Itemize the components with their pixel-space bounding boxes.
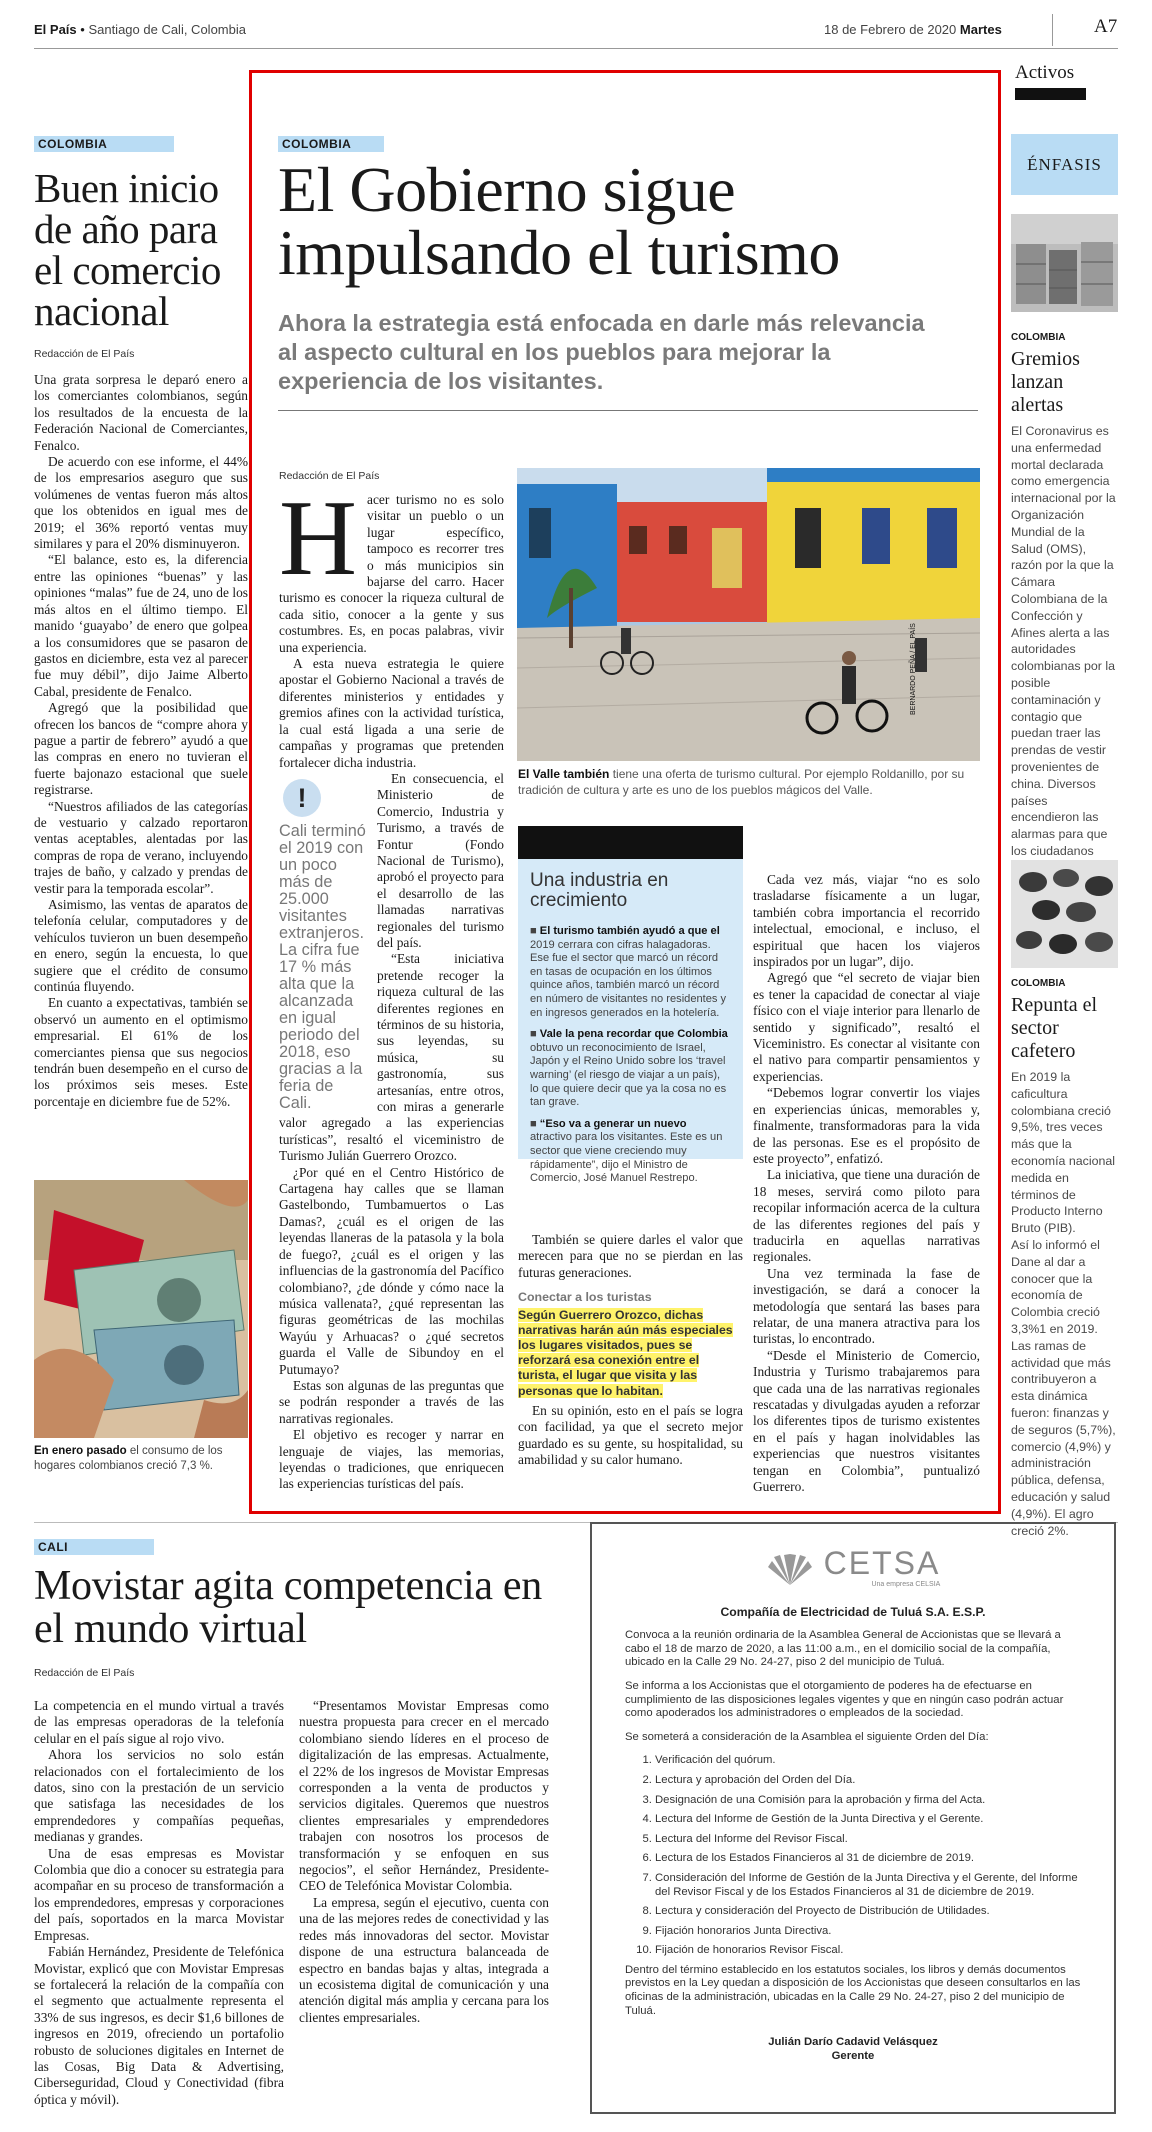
bottom-article-column-2 — [299, 1698, 549, 2026]
agenda-item: 7. Consideración del Informe de Gestión de la Junta Directiva y el Gerente, del Informe del Revisor Fiscal y de los Estados Financieros al 31 de diciembre de 2019. — [655, 1872, 1081, 1899]
agenda-item: 2. Lectura y aprobación del Orden del Día. — [655, 1774, 1081, 1788]
paragraph: En consecuencia, el Ministerio de Comercio, Industria y Turismo, a través de Fontur (Fondo Nacional de Turismo), aprobó el proyecto para el desarrollo de las llamadas narrativas regionales del turismo del país. — [377, 770, 504, 950]
item-lead: Vale la pena recordar que Colombia — [539, 1028, 728, 1041]
info-box-item — [530, 1028, 731, 1110]
bullet-icon: ■ — [530, 925, 540, 937]
item-lead: El turismo también ayudó a que el — [539, 925, 720, 937]
paragraph: Agregó que la posibilidad que ofrecen los bancos de “compre ahora y pague a partir de febrero” ayudó a que las compras en enero no tuvieran el fuerte bajonazo estacional que suele registrarse. — [34, 700, 248, 798]
info-box-items — [530, 925, 731, 1186]
bullet-icon: ■ — [530, 1028, 540, 1041]
agenda-item: 6. Lectura de los Estados Financieros al 31 de diciembre de 2019. — [655, 1852, 1081, 1866]
subhead: Conectar a los turistas — [518, 1290, 652, 1305]
paragraph: En su opinión, esto en el país se logra con facilidad, ya que el secreto mejor guardado es su gente, su hospitalidad, su amabilidad y su calor humano. — [518, 1402, 743, 1468]
brand-name: El País — [34, 22, 77, 37]
sidebar-item-text — [1011, 1069, 1118, 1539]
signer-name: Julián Darío Cadavid Velásquez — [768, 2036, 938, 2049]
paragraph: “Desde el Ministerio de Comercio, Industria y Turismo trabajaremos para que cada una de las narrativas regionales rescatadas y divulgadas ayuden a reforzar los diferentes tipos de turismo existentes en el país y hagan inolvidables las experiencias que nuestros visitantes tengan en Colombia”, puntualizó Guerrero. — [753, 1347, 980, 1495]
sidebar-item-title: Gremios lanzan alertas — [1011, 348, 1080, 416]
header-rule — [34, 48, 1118, 49]
fact-box — [279, 779, 369, 1112]
agenda-item: 3. Designación de una Comisión para la aprobación y firma del Acta. — [655, 1794, 1081, 1808]
main-article-column-1 — [279, 479, 504, 1493]
coffee-beans-image — [1011, 860, 1118, 968]
sidebar-item-text: El Coronavirus es una enfermedad mortal declarada como emergencia internacional por la Organización Mundial de la Salud (OMS), razón por la que la Cámara Colombiana de la Confección y Afines alerta a las autoridades colombianas por la posible contaminación y contagio que puedan traer las prendas de vestir provenientes de china. Diversos países encendieron las alarmas para que los ciudadanos — [1011, 424, 1116, 858]
sidebar-item-2 — [1011, 978, 1118, 1539]
paragraph: En 2019 la caficultura colombiana creció 9,5%, tres veces más que la economía nacional medida en términos de Producto Interno Bruto (PIB). — [1011, 1070, 1116, 1236]
cetsa-notice-ad — [590, 1522, 1116, 2114]
header-vertical-rule — [1052, 14, 1053, 46]
bottom-article — [34, 1536, 554, 1679]
left-article-body — [34, 372, 248, 1110]
signer-role: Gerente — [831, 2049, 875, 2062]
paragraph: Así lo informó el Dane al dar a conocer que la economía de Colombia creció 3,3%1 en 2019. — [1011, 1237, 1100, 1336]
info-box-title: Una industria en crecimiento — [530, 870, 669, 911]
paragraph: Las ramas de actividad que más contribuyeron a esta dinámica fueron: finanzas y de seguros (5,7%), comercio (4,9%) y administración pública, defensa, educación y salud (4,9%). El agro creció 2%. — [1011, 1338, 1116, 1538]
paragraph: Agregó que “el secreto de viajar bien es tener la capacidad de conectar al viaje físico con el viaje interior para llenarlo de sentido y significado”, resaltó el Viceministro. Es conectar al visitante con el nativo para compartir pensamientos y experiencias. — [753, 970, 980, 1084]
main-article-column-2 — [518, 1232, 743, 1468]
info-box-topbar — [518, 826, 743, 859]
left-article-photo — [34, 1180, 248, 1438]
paragraph: Estas son algunas de las preguntas que se podrán responder a través de las narrativas regionales. — [279, 1377, 504, 1426]
paragraph: “Nuestros afiliados de las categorías de vestuario y calzado reportaron ventas aceptables, alentadas por las compras de ropa de verano, incluyendo trajes de baño, y calzado y prendas de vestir para la temporada escolar”. — [34, 798, 248, 896]
sidebar-item-1 — [1011, 332, 1118, 893]
bullet-icon: ■ — [530, 1117, 540, 1130]
left-article — [34, 133, 248, 1110]
highlighted-quote — [518, 1308, 743, 1399]
cetsa-wordmark: CETSA — [823, 1545, 941, 1581]
agenda-list — [625, 1754, 1081, 1958]
caption-text: el consumo de los hogares colombianos creció 7,3 %. — [34, 1445, 223, 1472]
bottom-article-title: Movistar agita competencia en el mundo virtual — [34, 1563, 542, 1652]
bottom-article-tag: CALI — [34, 1539, 154, 1555]
main-article-header — [278, 133, 978, 411]
left-photo-caption — [34, 1444, 248, 1474]
caption-lead: En enero pasado — [34, 1445, 127, 1457]
paragraph: Cada vez más, viajar “no es solo trasladarse físicamente a un lugar, también cobra importancia el recorrido intelectual, emocional, e incluso, el espiritual que hacen los viajeros inspirados por un lugar”, dijo. — [753, 872, 980, 970]
highlight-text: Según Guerrero Orozco, dichas narrativas harán aún más especiales los lugares visitados, pues se reforzará esa conexión entre el turista, el lugar que visita y las personas que lo habitan. — [518, 1307, 733, 1398]
textile-stacks-image — [1011, 214, 1118, 312]
sidebar-item-title: Repunta el sector cafetero — [1011, 994, 1098, 1062]
paragraph: También se quiere darles el valor que merecen para que no se pierdan en las futuras generaciones. — [518, 1232, 743, 1280]
paragraph: El objetivo es recoger y narrar en lenguaje de viajes, las memorias, leyendas o tradiciones, que enriquecen las experiencias turísticas del país. — [279, 1427, 504, 1492]
main-article-tag: COLOMBIA — [278, 136, 384, 152]
photo-credit: BERNARDO PEÑA / EL PAÍS — [910, 623, 917, 715]
main-article-photo — [517, 468, 980, 761]
agenda-item: 4. Lectura del Informe de Gestión de la Junta Directiva y el Gerente. — [655, 1813, 1081, 1827]
ad-paragraph: Se informa a los Accionistas que el otorgamiento de poderes ha de efectuarse en cumplimiento de las disposiciones legales vigentes y que en ningún caso podrán actuar como apoderados los administradores o empleados de la sociedad. — [625, 1679, 1064, 1720]
section-label: Activos — [1015, 62, 1075, 83]
sidebar-title: ÉNFASIS — [1027, 155, 1102, 174]
paragraph: ¿Por qué en el Centro Histórico de Cartagena hay calles que se llaman Gastelbondo, Tumbamuertos o Las Damas?, ¿cuál es el origen de las leyendas llaneras de la patasola y la bola de fuego?, ¿cuál es el origen y las influencias de la gastronomía del Pacífico colombiano?, ¿de dónde y cómo nace la música vallenata?, ¿qué representan las figuras geométricas de las mochilas Wayúu y Arhuacas? o ¿qué secretos guarda el Valle de Sibundoy en el Putumayo? — [279, 1164, 504, 1377]
info-box — [518, 859, 743, 1185]
sidebar-photo-2 — [1011, 860, 1118, 968]
cetsa-logo-icon — [766, 1553, 814, 1587]
main-article-subtitle: Ahora la estrategia está enfocada en darle más relevancia al aspecto cultural en los pueblos para mejorar la experiencia de los visitantes. — [278, 310, 925, 394]
paragraph: Asimismo, las ventas de aparatos de telefonía celular, computadores y de vehículos tuvieron un buen desempeño en enero, según la encuesta, lo que sugiere que el crédito de consumo continúa fluyendo. — [34, 897, 248, 995]
paragraph: Ahora los servicios no solo están relacionados con el fortalecimiento de los datos, sino con la prestación de un servicio que satisfaga las necesidades de los emprendedores y compañías pequeñas, medianas y grandes. — [34, 1747, 284, 1845]
left-article-byline: Redacción de El País — [34, 348, 135, 360]
agenda-item: 9. Fijación honorarios Junta Directiva. — [655, 1925, 1081, 1939]
lead-paragraph: acer turismo no es solo visitar un pueblo o un lugar específico, tampoco es recorrer tres o más municipios sin bajarse del carro. Hacer turismo es conocer la riqueza cultural de cada sitio, conocer a la gente y sus costumbres. Es, en pocas palabras, vivir una experiencia. — [279, 492, 504, 655]
item-text: obtuvo un reconocimiento de Israel, Japón y el Reino Unido sobre los ‘travel warning’ (el riesgo de viajar a un país), lo que quiere decir que ya la cosa no es tan grave. — [530, 1041, 727, 1109]
caption-text: tiene una oferta de turismo cultural. Por ejemplo Roldanillo, por su tradición de cultura y arte es uno de los pueblos mágicos del Valle. — [518, 767, 965, 797]
sidebar-item-tag: COLOMBIA — [1011, 332, 1066, 343]
paragraph: Una vez terminada la fase de investigación, se dará a conocer la metodología que sentará las bases para relatar, de una manera atractiva para los turistas, lo encontrado. — [753, 1265, 980, 1347]
header-separator: • — [80, 22, 89, 37]
ad-paragraph: Se someterá a consideración de la Asamblea el siguiente Orden del Día: — [625, 1730, 989, 1743]
main-photo-caption — [518, 766, 980, 798]
bottom-article-byline: Redacción de El País — [34, 1667, 135, 1679]
left-article-tag: COLOMBIA — [34, 136, 174, 152]
dropcap: H — [279, 479, 357, 598]
paragraph: Fabián Hernández, Presidente de Telefónica Movistar, explicó que con Movistar Empresas se fortalecerá la relación de la compañía con el segmento que actualmente representa el 33% de sus ingresos, es decir $1,6 billones de ingresos en 2019, ofreciendo un portafolio robusto de soluciones digitales en Internet de las Cosas, Big Data & Advertising, Ciberseguridad, Cloud y Conectividad (fibra óptica y móvil). — [34, 1944, 284, 2107]
paragraph: A esta nueva estrategia le quiere apostar el Gobierno Nacional a través de diferentes ministerios y entidades y gremios afines con la actividad turística, la cual está ligada a una serie de campañas y programas que pretenden fortalecer dicha industria. — [279, 656, 504, 770]
agenda-item: 8. Lectura y consideración del Proyecto de Distribución de Utilidades. — [655, 1905, 1081, 1919]
bottom-article-column-1 — [34, 1698, 284, 2108]
item-text: 2019 cerrara con cifras halagadoras. Ese fue el sector que marcó un récord en tasas de ocupación en los últimos quince años, también marcó un récord en número de visitantes no residentes y en ingresos generados en la hotelería. — [530, 938, 727, 1019]
company-name: Compañía de Electricidad de Tuluá S.A. E.S.P. — [720, 1604, 986, 1619]
page-number: A7 — [1094, 16, 1118, 37]
paragraph: Una de esas empresas es Movistar Colombia que dio a conocer su estrategia para acompañar en su proceso de transformación a los emprendedores, empresas y corporaciones del país, soportados en la marca Movistar Empresas. — [34, 1845, 284, 1943]
paragraph: La competencia en el mundo virtual a través de las empresas operadoras de la telefonía celular en el país sigue al rojo vivo. — [34, 1698, 284, 1746]
paragraph: De acuerdo con ese informe, el 44% de los empresarios aseguro que sus volúmenes de ventas fueron más altos que los obtenidos en igual mes de 2019; el 36% reportó ventas muy similares y para el 20% disminuyeron. — [34, 454, 248, 552]
header-weekday: Martes — [959, 22, 1002, 37]
main-article-title: El Gobierno sigue impulsando el turismo — [278, 154, 840, 288]
roldanillo-street-image — [517, 468, 980, 761]
agenda-item: 5. Lectura del Informe del Revisor Fiscal. — [655, 1833, 1081, 1847]
cetsa-logo — [625, 1545, 1081, 1592]
agenda-item: 10. Fijación de honorarios Revisor Fiscal. — [655, 1944, 1081, 1958]
sidebar-header — [1011, 134, 1118, 195]
header-date: 18 de Febrero de 2020 — [824, 22, 957, 37]
main-article-column-3 — [753, 872, 980, 1495]
fact-box-text: Cali terminó el 2019 con un poco más de 25.000 visitantes extranjeros. La cifra fue 17 % más alta que la alcanzada en igual periodo del 2018, eso gracias a la feria de Cali. — [279, 821, 366, 1112]
ad-paragraph: Dentro del término establecido en los estatutos sociales, los libros y demás documentos previstos en la Ley quedan a disposición de los Accionistas que deseen consultarlos en las oficinas de la administración, ubicadas en la Calle 29 No. 24-27, piso 2 del municipio de Tuluá. — [625, 1963, 1081, 2017]
paragraph: “Presentamos Movistar Empresas como nuestra propuesta para crecer en el mercado colombiano siendo líderes en el proceso de digitalización de las empresas. Actualmente, el 22% de los ingresos de Movistar Empresas corresponden a la venta de productos y servicios digitales. Queremos que nuestros clientes empresariales y emprendedores trabajen con nosotros los procesos de transformación y se enfoquen en sus negocios”, el señor Hernández, Presidente- CEO de Telefónica Movistar Colombia. — [299, 1698, 549, 1894]
item-lead: “Eso va a generar un nuevo — [539, 1117, 687, 1130]
main-article-byline: Redacción de El País — [279, 470, 380, 482]
left-article-title: Buen inicio de año para el comercio nacional — [34, 165, 221, 334]
ad-paragraph: Convoca a la reunión ordinaria de la Asamblea General de Accionistas que se llevará a cabo el 18 de marzo de 2020, a las 11:00 a.m., en el domicilio social de la compañía, ubicado en la Calle 29 No. 24-27, piso 2 del municipio de Tuluá. — [625, 1629, 1061, 1669]
money-hands-image — [34, 1180, 248, 1438]
cetsa-tagline: Una empresa CELSIA — [871, 1581, 941, 1588]
agenda-item: 1. Verificación del quórum. — [655, 1754, 1081, 1768]
paragraph: “Esta iniciativa pretende recoger la riqueza cultural de las diferentes regiones en términos de su historia, sus leyendas, su música, su gastronomía, sus artesanías, entre otros, con miras a generarle valor agregado a las experiencias turísticas”, resaltó el viceministro de Turismo Julián Guerrero Orozco. — [279, 951, 504, 1164]
header-date-block — [824, 22, 1002, 37]
section-rule — [1015, 88, 1086, 100]
sidebar-item-tag: COLOMBIA — [1011, 978, 1066, 989]
paragraph: La iniciativa, que tiene una duración de 18 meses, servirá como piloto para recopilar información acerca de la cultura de las diferentes regiones del país y traducirla en aquellas narrativas regionales. — [753, 1167, 980, 1265]
paragraph: En cuanto a expectativas, también se observó un aumento en el optimismo empresarial. El 61% de los comerciantes piensa que sus negocios tendrán buen desempeño en el curso de los próximos seis meses. Este porcentaje en diciembre fue de 52%. — [34, 995, 248, 1109]
item-text: atractivo para los visitantes. Este es un sector que viene creciendo muy rápidamente”, dijo el Ministro de Comercio, José Manuel Restrepo. — [530, 1131, 723, 1185]
info-box-item — [530, 1118, 731, 1186]
page-header — [34, 22, 1118, 46]
caption-lead: El Valle también — [518, 767, 610, 781]
paragraph: “El balance, esto es, la diferencia entre las opiniones “buenas” y las opiniones “malas” fue de 24, uno de los más altos en el último tiempo. El manido ‘guayabo’ de enero que golpea a los consumidores que se pasaron de gastos en diciembre, esta vez al parecer fue muy débil”, dijo Jaime Alberto Cabal, presidente de Fenalco. — [34, 552, 248, 699]
subtitle-rule — [278, 410, 978, 411]
paragraph: Una grata sorpresa le deparó enero a los comerciantes colombianos, según los resultados de la encuesta de la Federación Nacional de Comerciantes, Fenalco. — [34, 372, 248, 453]
paragraph: La empresa, según el ejecutivo, cuenta con una de las mejores redes de conectividad y las redes más innovadoras del sector. Movistar dispone de una estructura balanceada de espectro en bandas bajas y altas, integrada a un ecosistema digital de comunicación y una atención digital más amplia y cercana para los clientes empresariales. — [299, 1894, 549, 2025]
sidebar-photo-1 — [1011, 214, 1118, 312]
info-box-item — [530, 925, 731, 1020]
paragraph: “Debemos lograr convertir los viajes en experiencias únicas, memorables y, finalmente, transformadoras para la vida de las personas. Ese es el propósito de este proyecto”, enfatizó. — [753, 1085, 980, 1166]
exclamation-icon: ! — [283, 779, 321, 817]
header-city: Santiago de Cali, Colombia — [88, 22, 246, 37]
